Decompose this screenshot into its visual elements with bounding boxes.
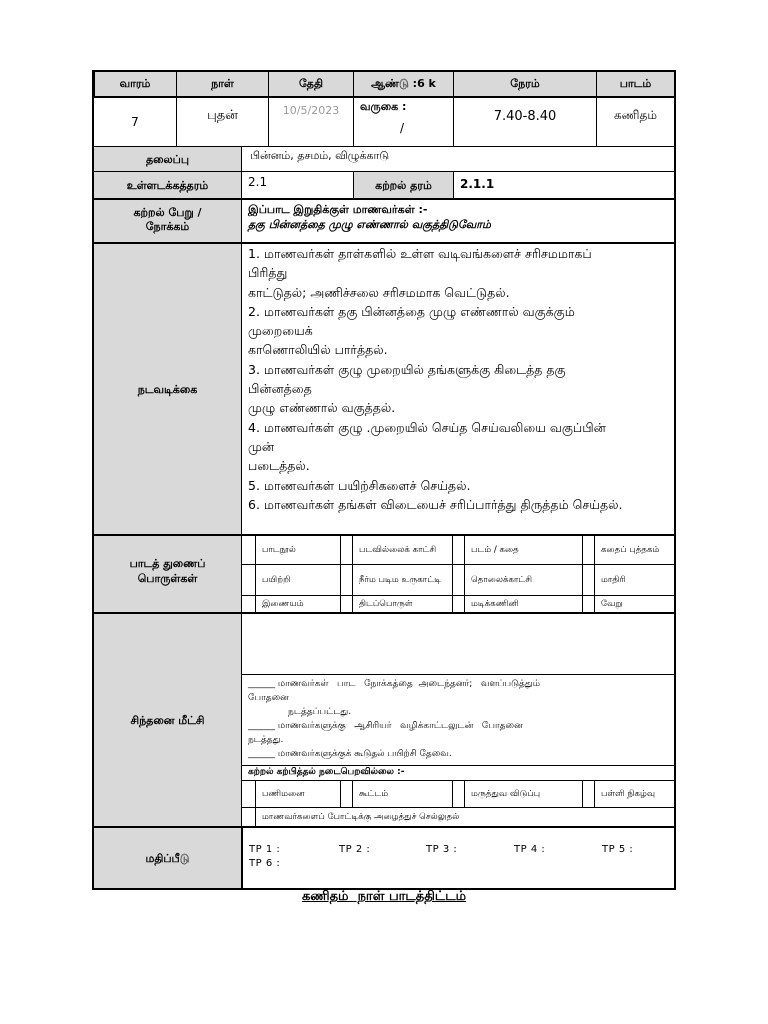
reason-meeting: கூட்டம் — [359, 788, 389, 799]
reason-workshop: பணிமனை — [262, 788, 305, 799]
activity-line: 5. மாணவர்கள் பயிற்சிகளைச் செய்தல். — [248, 477, 471, 493]
assessment-label: மதிப்பீடு — [94, 828, 241, 888]
activity-line: பிரித்து — [248, 265, 288, 281]
assessment-area — [241, 828, 674, 888]
header-time: நேரம் — [453, 72, 596, 96]
reason-medical-leave: மருத்துவ விடுப்பு — [471, 788, 541, 799]
header-subject: பாடம் — [596, 72, 674, 96]
reflection-line: நடத்தது. — [248, 735, 284, 745]
header-date: தேதி — [268, 72, 353, 96]
content-standard-label: உள்ளடக்கத்தரம் — [94, 172, 241, 198]
reflection-blank-area — [241, 614, 674, 674]
activity-line: 1. மாணவர்கள் தாள்களில் உள்ள வடிவங்களைச் சரிசமமாகப் — [248, 246, 592, 261]
activity-line: படைத்தல். — [248, 458, 310, 474]
time-value: 7.40-8.40 — [453, 98, 596, 134]
subject-value: கணிதம் — [596, 98, 674, 134]
material-slides: படவில்லைக் காட்சி — [359, 544, 437, 555]
material-picture-story: படம் / கதை — [471, 544, 519, 555]
tp-1: TP 1 : — [249, 844, 281, 855]
document-title: கணிதம் நாள் பாடத்திட்டம் — [301, 889, 467, 904]
objective-label: கற்றல் பேறு / நோக்கம் — [94, 200, 241, 242]
activity-line: 6. மாணவர்கள் தங்கள் விடையைச் சரிப்பார்த்து திருத்தம் செய்தல். — [248, 496, 623, 512]
reason-school-event: பள்ளி நிகழ்வு — [601, 788, 656, 799]
header-year: ஆண்டு :6 k — [353, 72, 453, 96]
attendance-value: / — [400, 121, 405, 135]
material-storybook: கதைப் புத்தகம் — [601, 544, 660, 555]
tp-2: TP 2 : — [339, 844, 371, 855]
activity-line: 4. மாணவர்கள் குழு .முறையில் செய்த செய்வலியை வகுப்பின் — [248, 419, 606, 435]
learning-standard-label: கற்றல் தரம் — [353, 172, 453, 198]
material-model: மாதிரி — [601, 574, 626, 585]
activities-list — [241, 244, 674, 534]
activity-line: காட்டுதல்; அணிச்சலை சரிசமமாக வெட்டுதல். — [248, 284, 510, 300]
week-value: 7 — [131, 115, 139, 129]
attendance-label: வருகை : — [360, 100, 407, 113]
content-standard-value: 2.1 — [248, 175, 268, 189]
reflection-line: போதனை — [248, 693, 289, 703]
attendance-cell — [353, 98, 453, 146]
material-worksheet: பயிற்றி — [262, 574, 291, 585]
activity-line: முழு எண்ணால் வகுத்தல். — [248, 400, 396, 416]
objective-line-2: தகு பின்னத்தை முழு எண்ணால் வகுத்திடுவோம் — [248, 218, 491, 231]
objective-line-1: இப்பாட இறுதிக்குள் மாணவர்கள் :- — [248, 203, 428, 216]
activity-line: 3. மாணவர்கள் குழு முறையில் தங்களுக்கு கிடைத்த தகு — [248, 361, 566, 377]
material-lcd-projector: நீர்ம படிம உருகாட்டி — [359, 574, 441, 585]
tp-5: TP 5 : — [602, 844, 634, 855]
learning-standard-value: 2.1.1 — [460, 177, 495, 191]
reflection-label: சிந்தனை மீட்சி — [94, 614, 241, 826]
header-day: நாள் — [176, 72, 268, 96]
tp-4: TP 4 : — [514, 844, 546, 855]
material-laptop: மடிக்கணினி — [471, 598, 519, 609]
reflection-line: ______ மாணவர்கள் பாட நோக்கத்தை அடைந்தனர்; வளப்படுத்தும் — [248, 679, 540, 689]
activity-line: முன் — [248, 438, 275, 454]
day-value: புதன் — [176, 98, 268, 134]
activity-line: முறையைக் — [248, 323, 313, 339]
reason-competition: மாணவர்களைப் போட்டிக்கு அழைத்துச் செல்லுதல் — [262, 811, 460, 822]
reflection-line: நடத்தப்பட்டது. — [248, 707, 352, 717]
material-textbook: பாடநூல் — [262, 544, 296, 555]
reflection-text — [241, 675, 674, 765]
material-internet: இணையம் — [262, 598, 304, 609]
reflection-line: ______ மாணவர்களுக்குக் கூடுதல் பயிற்சி தேவை. — [248, 749, 452, 759]
materials-label: பாடத் துணைப் பொருள்கள் — [94, 536, 241, 612]
activity-line: காணொலியில் பார்த்தல். — [248, 342, 388, 358]
activity-line: 2. மாணவர்கள் தகு பின்னத்தை முழு எண்ணால் வகுக்கும் — [248, 303, 575, 319]
material-solid-objects: திடப்பொருள் — [359, 598, 413, 609]
activities-label: நடவடிக்கை — [94, 244, 241, 534]
tp-3: TP 3 : — [426, 844, 458, 855]
date-value: 10/5/2023 — [282, 104, 340, 117]
reflection-line: ______ மாணவர்களுக்கு ஆசிரியர் வழிக்காட்டலுடன் போதனை — [248, 721, 523, 731]
title-label: தலைப்பு — [94, 147, 241, 171]
tp-6: TP 6 : — [249, 858, 281, 869]
material-television: தொலைக்காட்சி — [471, 574, 533, 585]
header-week: வாரம் — [119, 76, 151, 90]
date-cell — [268, 98, 353, 146]
activity-line: பின்னத்தை — [248, 381, 312, 397]
title-value: பின்னம், தசமம், விழுக்காடு — [250, 149, 390, 162]
material-other: வேறு — [601, 598, 623, 609]
not-held-label: கற்றல் கற்பித்தல் நடைபெறவில்லை :- — [248, 767, 405, 777]
